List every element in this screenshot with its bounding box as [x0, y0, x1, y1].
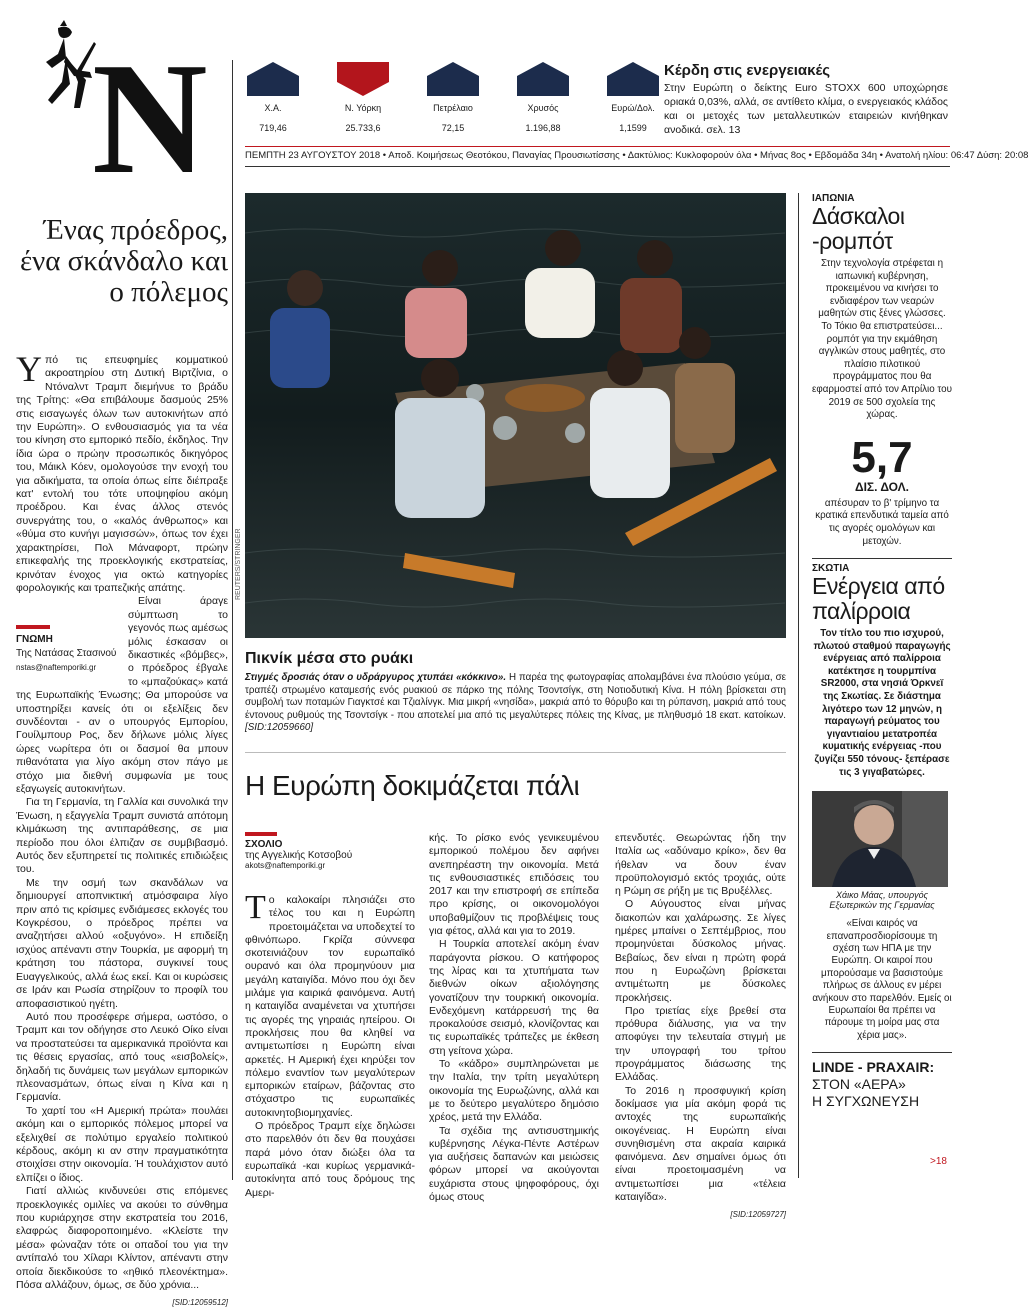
- editorial-dropcap: Υ: [16, 349, 42, 389]
- byline-accent-bar: [16, 625, 50, 629]
- article-paragraph: Ο πρόεδρος Τραμπ είχε δηλώσει στο παρελθόν ότι δεν θα πουχάσει παρά μόνο όταν διώξει όλα τα ευρωπαϊκά -και κυρίως γερμανικά- αυτοκίνητα από τους δρόμους της Αμερι-: [245, 1120, 415, 1199]
- editorial-byline: [16, 625, 120, 674]
- dateline-rule-bottom: [245, 166, 950, 167]
- ticker-label: Χ.Α.: [264, 103, 282, 113]
- byline-email: nstas@naftemporiki.gr: [16, 663, 97, 673]
- ticker-athens: [245, 62, 301, 133]
- article-paragraph: Τα σχέδια της αντισυστημικής κυβέρνησης Λέγκα-Πέντε Αστέρων για αυξήσεις δαπανών και μειώσεις φόρων μπορεί να ακούγονται ευχάριστα στους ψηφοφόρους, όχι όμως στους: [429, 1124, 599, 1204]
- page-reference[interactable]: >18: [930, 1156, 947, 1167]
- editorial-paragraph: πό τις επευφημίες κομματικού ακροατηρίου στη Δυτική Βιρτζίνια, ο Ντόναλντ Τραμπ διεμήνυε το βράδυ της Τρίτης: «Θα επιβάλουμε δασμούς 25% στις εισαγωγές όλων των αυτοκινήτων από την Ευρώπη». Ο ενθουσιασμός για τα νέα του κίνηση στο εμπορικό πεδίο, έκδηλος. Την ίδια ώρα ο πρώην προσωπικός δικηγόρος του, Μάικλ Κόεν, ομολογούσε την ενοχή του για αδικήματα, τα οποία όπως είπε διέπραξε κατ' εντολή του τότε υποψηφίου ακόμη προέδρου. Και ένας άλλος στενός συνεργάτης του, ο «καλός άνθρωπος» και «θύμα στο κυνήγι μαγισσών», όπως τον έχει χαρακτηρίσει, Πολ Μάναφορτ, πρώην επικεφαλής της προεκλογικής εκστρατείας, κρινόταν ένοχος για οκτώ κατηγορίες φορολογικής και τραπεζικής απάτης.: [16, 354, 228, 594]
- linde-teaser: [812, 1059, 952, 1110]
- masthead-logo: [40, 18, 208, 207]
- linde-line-1: LINDE - PRAXAIR:: [812, 1059, 935, 1076]
- ticker-down-icon: [337, 62, 389, 96]
- article-column-2: [429, 832, 599, 1204]
- editorial-column: [16, 215, 228, 1310]
- byline-author: Της Νατάσας Στασινού: [16, 647, 117, 659]
- editorial-sid: [SID:12059512]: [172, 1298, 228, 1308]
- masthead-letter: N: [92, 29, 208, 207]
- picnic-photo-image: [245, 193, 786, 638]
- article-paragraph: Προ τριετίας είχε βρεθεί στα πρόθυρα διάλυσης, για να την αποφύγει την τελευταία στιγμή με την υπογραφή του τρίτου προγράμματος διάσωσης της Ελλάδας.: [615, 1004, 786, 1084]
- sidebar: [812, 193, 952, 1110]
- japan-text: Στην τεχνολογία στρέφεται η ιαπωνική κυβέρνηση, προκειμένου να κινήσει το ενδιαφέρον των νεαρών μαθητών στις ξένες γλώσσες. Το Τόκιο θα επιστρατεύσει... ρομπότ για την εκμάθηση αγγλικών στους μαθητές, στο πλαίσιο πιλοτικού προγράμματος που θα εφαρμοστεί από τον Απρίλιο του 2019 σε 500 σχολεία της χώρας.: [812, 258, 952, 421]
- japan-title: Δάσκαλοι -ρομπότ: [812, 203, 905, 254]
- caption-lead: Στιγμές δροσιάς όταν ο υδράργυρος χτυπάει «κόκκινο».: [245, 672, 507, 683]
- minister-quote: «Είναι καιρός να επαναπροσδιορίσουμε τη σχέση των ΗΠΑ με την Ευρώπη. Οι καιροί που μπορούσαμε να βασιστούμε πλήρως σε άλλους εν μέρει ανήκουν στο παρελθόν. Εμείς οι Ευρωπαίοι θα πρέπει να πάρουμε τη μοίρα μας στα χέρια μας».: [812, 918, 952, 1041]
- article-paragraph: ο καλοκαίρι πλησιάζει στο τέλος του και η Ευρώπη προετοιμάζεται να υποδεχτεί το φθινόπωρο. Γκρίζα σύννεφα σκοτεινιάζουν τον ευρωπαϊκό ουρανό και όλα προμηνύουν μια μεγάλη καταιγίδα. Μόνο που όχι δεν μιλάμε για καιρικά φαινόμενα. Αυτή η καταιγίδα αναμένεται να χτυπήσει τις αγορές της γηραιάς ηπείρου. Οι προκλήσεις που θα κληθεί να αντιμετωπίσει η Ευρώπη είναι αρκετές. Η Αμερική έχει κηρύξει τον πόλεμο εναντίον των μεγαλύτερων εμπορικών εταίρων, βάζοντας στο στόχαστρο τις ευρωπαϊκές αυτοκινητοβιομηχανίες.: [245, 894, 415, 1119]
- energy-title: Κέρδη στις ενεργειακές: [664, 62, 831, 79]
- editorial-paragraph: Για τη Γερμανία, τη Γαλλία και συνολικά την Ένωση, η εξαγγελία Τραμπ συνιστά απότομη κλιμάκωση της αντιπαράθεσης, σε μια περίοδο που όλοι έλπιζαν σε συμβιβασμό. Αυτός δεν εξυπηρετεί τις πολιτικές επιδιώξεις του.: [16, 796, 228, 876]
- ticker-up-icon: [607, 62, 659, 96]
- minister-photo: [812, 791, 948, 887]
- dateline: [245, 150, 1028, 161]
- editorial-paragraph: Αυτό που προσέφερε σήμερα, ωστόσο, ο Τραμπ και τον οδήγησε στο Λευκό Οίκο είναι να προστατεύσει τα αμερικανικά προϊόντα και τις θέσεις εργασίας, από τους «εισβολείς», δηλαδή τις δυνάμεις των μεγάλων εμπορικών πλεονασμάτων, όπως είναι η Κίνα και η Γερμανία.: [16, 1010, 228, 1104]
- article-body: [245, 832, 786, 1220]
- article-headline: Η Ευρώπη δοκιμάζεται πάλι: [245, 770, 580, 801]
- editorial-paragraph: Είναι άραγε σύμπτωση το γεγονός πως αμέσως μόλις έσκασαν οι δικαστικές «βόμβες», ο πρόεδρος έβγαλε το «μπαζούκας» κατά της Ευρωπαϊκής Ένωσης; Θα μπορούσε να υποστηρίξει κανείς ότι οι εξελίξεις δεν συνδέονται - αν ο υπουργός Εμπορίου, Γουίλμπουρ Ρος, δεν δήλωνε μόλις λίγες ώρες νωρίτερα ότι οι δασμοί θα μπουν πιθανότατα για λίγο ακόμη στον πάγο με στόχο μια διεθνή συμφωνία με τους εξαγωγείς αυτοκινήτων.: [16, 595, 228, 795]
- article-paragraph: κής. Το ρίσκο ενός γενικευμένου εμπορικού πολέμου δεν αφήνει ανεπηρέαστη την οικονομία. Μετά τις ενθουσιαστικές επιδόσεις του 2017 και την επιστροφή σε επίπεδα προ κρίσης, οι οικονομολόγοι υποβαθμίζουν τις προβλέψεις τους για φέτος, αλλά και για το 2019.: [429, 832, 599, 938]
- article-column-3: [615, 832, 786, 1222]
- minister-caption: Χάικο Μάας, υπουργός Εξωτερικών της Γερμανίας: [829, 890, 935, 911]
- stat-text: απέσυραν το β' τρίμηνο τα κρατικά επενδυτικά ταμεία από τις αγορές ομολόγων και μετοχών.: [815, 497, 949, 547]
- hermes-figure-icon: [40, 18, 100, 128]
- ticker-newyork: [335, 62, 391, 133]
- byline-accent-bar: [245, 832, 277, 836]
- scotland-text: Τον τίτλο του πιο ισχυρού, πλωτού σταθμού παραγωγής ενέργειας από παλίρροια κατέκτησε η τουρμπίνα SR2000, στα νησιά Όρκνεϊ της Σκωτίας. Σε διάστημα λιγότερο των 12 μηνών, η παραγωγή ρεύματος του γιγαντιαίου μετατροπέα κυματικής ενέργειας -που ζυγίζει 550 τόνους- ξεπέρασε τις 3 γιγαβατώρες.: [813, 628, 951, 778]
- column-divider: [798, 193, 799, 1178]
- linde-line-2: ΣΤΟΝ «ΑΕΡΑ»: [812, 1076, 906, 1093]
- ticker-eurusd: [605, 62, 661, 133]
- sidebar-divider: [812, 1052, 952, 1053]
- ticker-up-icon: [517, 62, 569, 96]
- picnic-photo: [245, 193, 786, 638]
- editorial-body: [16, 349, 228, 1310]
- dateline-details: • Αποδ. Κοιμήσεως Θεοτόκου, Παναγίας Προυσιωτίσσης • Δακτύλιος: Κυκλοφορούν όλα • Μήνας 8ος • Εβδομάδα 34η • Ανατολή ηλίου: 06:47 Δύση: 20:08: [382, 150, 1028, 161]
- ticker-label: Ν. Υόρκη: [344, 103, 382, 113]
- article-byline: [245, 832, 385, 870]
- article-paragraph: Ο Αύγουστος είναι μήνας διακοπών και χαλάρωσης. Σε λίγες ημέρες μπαίνει ο Σεπτέμβριος, που προμηνύεται δύσκολος μήνας. Βεβαίως, δεν είναι η πρώτη φορά που η Ευρωζώνη βρίσκεται αντιμέτωπη με δύσκολες προκλήσεις.: [615, 898, 786, 1004]
- energy-brief: [664, 62, 948, 137]
- article-paragraph: επενδυτές. Θεωρώντας ήδη την Ιταλία ως «αδύναμο κρίκο», δεν θα ήθελαν να δουν έναν προϋπολογισμό εκτός τροχιάς, ούτε η Ρώμη σε ρήξη με τις Βρυξέλλες.: [615, 832, 786, 898]
- market-tickers: [245, 62, 661, 133]
- ticker-up-icon: [427, 62, 479, 96]
- column-divider: [232, 60, 233, 1180]
- minister-portrait-image: [812, 791, 948, 887]
- article-paragraph: Το «κάδρο» συμπληρώνεται με την Ιταλία, την τρίτη μεγαλύτερη οικονομία της Ευρωζώνης, αλλά και με το δεύτερο μεγαλύτερο δημόσιο χρέος, μετά την Ελλάδα.: [429, 1058, 599, 1124]
- ticker-gold: [515, 62, 571, 133]
- ticker-value: 719,46: [259, 123, 287, 133]
- linde-line-3: Η ΣΥΓΧΩΝΕΥΣΗ: [812, 1093, 920, 1110]
- editorial-paragraph: Με την οσμή των σκανδάλων να δημιουργεί αποπνικτική ατμόσφαιρα λίγο πριν από τις κρίσιμες ενδιάμεσες εκλογές του Κογκρέσου, ο πρόεδρος πρέπει να αναζητήσει αλλού «οξυγόνο». Η επιδείξη ισχύος απέναντι στην Τουρκία, με αφορμή τη κράτηση του πάστορα, συγκινεί τους Ευαγγελικούς, αλλά έως εκεί. Και οι κυρώσεις σε Ιράν και Ρωσία στηρίζουν το προφίλ του αποφασιστικού ηγέτη.: [16, 876, 228, 1010]
- byline-kicker: ΣΧΟΛΙΟ: [245, 839, 283, 850]
- byline-email: akots@naftemporiki.gr: [245, 861, 326, 870]
- section-divider: [245, 752, 786, 753]
- ticker-value: 25.733,6: [345, 123, 381, 133]
- japan-kicker: ΙΑΠΩΝΙΑ: [812, 193, 855, 204]
- ticker-oil: [425, 62, 481, 133]
- stat-unit: ΔΙΣ. ΔΟΛ.: [854, 479, 910, 494]
- article-paragraph: Το 2016 η προσφυγική κρίση δοκίμασε για μία ακόμη φορά τις αντοχές της ευρωπαϊκής οικογένειας. Η Ευρώπη είναι συνηθισμένη στα ακραία καιρικά φαινόμενα. Δεν σημαίνει όμως ότι είναι προετοιμασμένη να αντιμετωπίσει μια «τέλεια καταιγίδα».: [615, 1084, 786, 1204]
- photo-headline: Πικνίκ μέσα στο ρυάκι: [245, 650, 414, 667]
- ticker-label: Χρυσός: [527, 103, 559, 113]
- byline-author: της Αγγελικής Κοτσοβού: [245, 850, 353, 861]
- article-sid: [SID:12059727]: [730, 1210, 786, 1220]
- article-dropcap: Τ: [245, 889, 266, 926]
- caption-sid: [SID:12059660]: [245, 722, 314, 734]
- article-paragraph: Η Τουρκία αποτελεί ακόμη έναν παράγοντα ρίσκου. Ο κατήφορος της λίρας και τα χτυπήματα των διεθνών οίκων αξιολόγησης γονατίζουν την τουρκική οικονομία. Ενδεχόμενη κατάρρευσή της θα προκαλούσε σεισμό, κλονίζοντας και τις ευρωπαϊκές τράπεζες με έκθεση στη γείτονα χώρα.: [429, 938, 599, 1057]
- editorial-title: Ένας πρόεδρος, ένα σκάνδαλο και ο πόλεμος: [19, 214, 228, 308]
- ticker-value: 1,1599: [619, 123, 647, 133]
- dateline-date: ΠΕΜΠΤΗ 23 ΑΥΓΟΥΣΤΟΥ 2018: [245, 150, 381, 161]
- ticker-label: Πετρέλαιο: [433, 103, 473, 113]
- photo-credit: REUTERS/STRINGER: [235, 528, 242, 600]
- ticker-value: 72,15: [441, 123, 465, 133]
- scotland-title: Ενέργεια από παλίρροια: [812, 573, 945, 625]
- photo-caption: [245, 672, 786, 735]
- ticker-label: Ευρώ/Δολ.: [611, 103, 655, 113]
- sidebar-divider: [812, 558, 952, 559]
- ticker-up-icon: [247, 62, 299, 96]
- ticker-value: 1.196,88: [525, 123, 561, 133]
- caption-text: Η παρέα της φωτογραφίας απολαμβάνει ένα πλούσιο γεύμα, σε τραπέζι στρωμένο καταμεσής ενός ρυακιού σε πάρκο της πόλης Τσοντσίγκ, στη Νοτιοδυτική Κίνα. Η πόλη βρίσκεται στη συμβολή των ποταμών Γιαγκτσέ και Τζιαλίνγκ. Μια μικρή «νησίδα», μακριά από το θόρυβο και τη ρύπανση, μακριά από τους έντονους ρυθμούς της Τσοντσίγκ - που αποτελεί μια από τις μεγαλύτερες πόλεις της Κίνας, με πληθυσμό 18 εκατ. κατοίκων.: [245, 672, 786, 721]
- byline-kicker: ΓΝΩΜΗ: [16, 634, 53, 646]
- article-column-1: [245, 889, 415, 1200]
- energy-text: Στην Ευρώπη ο δείκτης Euro STOXX 600 υποχώρησε οριακά 0,03%, αλλά, σε αντίθετο κλίμα, ο ενεργειακός κλάδος και οι μετοχές των μεταλλευτικών εταιρειών κινήθηκαν ανοδικά. σελ. 13: [664, 82, 948, 136]
- editorial-paragraph: Γιατί αλλιώς κινδυνεύει στις επόμενες προεκλογικές ομιλίες να ακούει το σύνθημα που κυριάρχησε στην εκστρατεία του 2016, ελαφρώς διαφοροποιημένο. «Κλείστε την μέσα» φώναζαν τότε οι οπαδοί του για την αντίπαλό του Χίλαρι Κλίντον, απέναντι στην οποία διεκδικούσε το «ηθικό πλεονέκτημα». Πόσα αλλάζουν, όμως, σε δύο χρόνια...: [16, 1185, 228, 1292]
- editorial-paragraph: Το χαρτί του «Η Αμερική πρώτα» πουλάει ακόμη και ο εμπορικός πόλεμος μπορεί να εξελιχθεί σε πολύτιμο εργαλείο πολιτικού κέρδους, ακόμη κι αν στην πραγματικότητα στοιχίσει στην οικονομία. Ή τουλάχιστον αυτό ελπίζει ο ίδιος.: [16, 1104, 228, 1184]
- scotland-kicker: ΣΚΩΤΙΑ: [812, 563, 850, 575]
- stat-number: 5,7: [851, 432, 913, 482]
- dateline-rule: [245, 146, 950, 147]
